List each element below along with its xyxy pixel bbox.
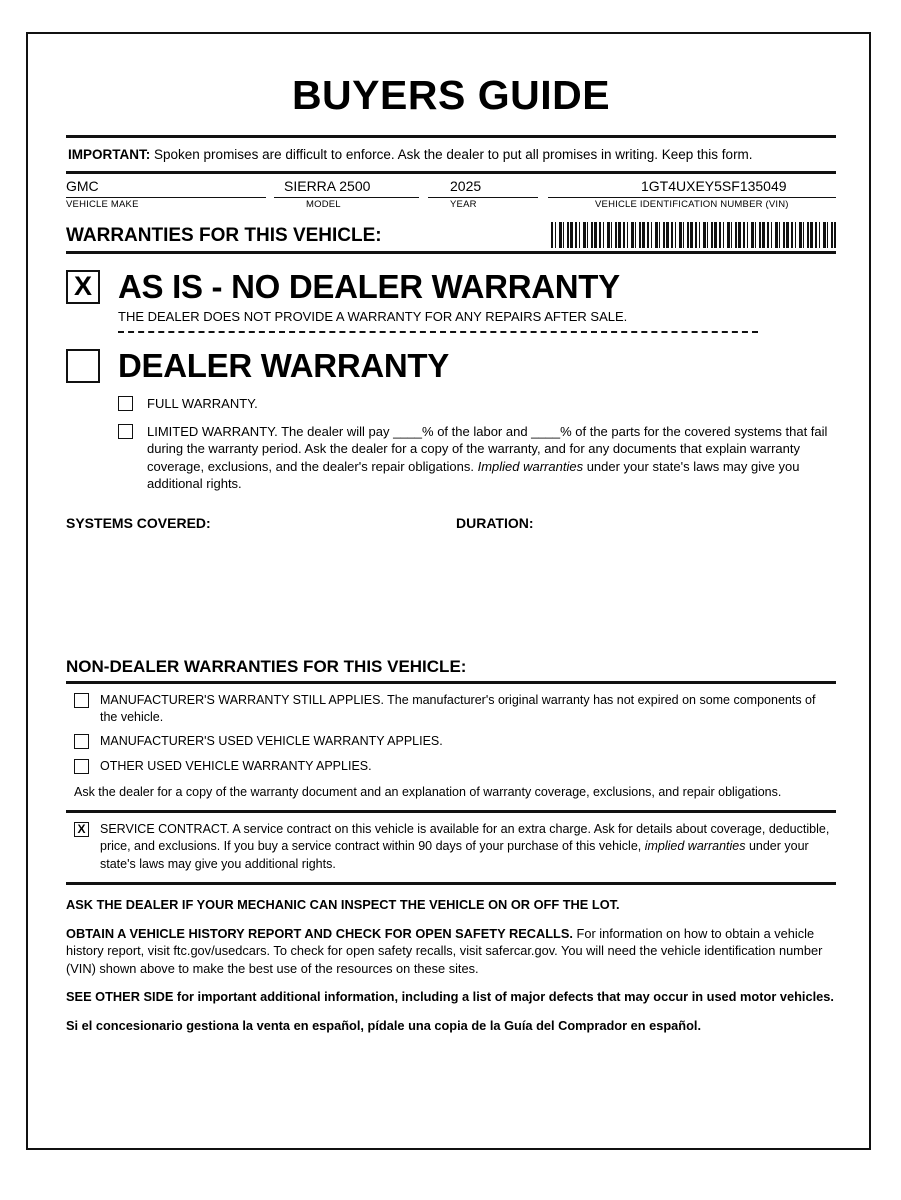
vehicle-make-value: GMC (66, 178, 99, 194)
other-side-paragraph (66, 988, 836, 1006)
vehicle-vin-value: 1GT4UXEY5SF135049 (641, 178, 787, 194)
limited-warranty-item[interactable] (118, 423, 836, 493)
other-used-warranty-item[interactable] (74, 758, 836, 775)
manufacturer-warranty-checkbox[interactable] (74, 693, 89, 708)
dealer-warranty-heading: DEALER WARRANTY (118, 347, 449, 384)
vehicle-vin-label: VEHICLE IDENTIFICATION NUMBER (VIN) (595, 199, 789, 210)
important-text: Spoken promises are difficult to enforce. Ask the dealer to put all promises in writing. Keep this form. (154, 147, 753, 162)
divider-below-warranties (66, 251, 836, 254)
full-warranty-checkbox[interactable] (118, 396, 133, 411)
as-is-checkbox[interactable]: X (66, 270, 100, 304)
service-contract-text (100, 821, 836, 873)
vehicle-year-rule (428, 197, 538, 198)
as-is-subtext: THE DEALER DOES NOT PROVIDE A WARRANTY FOR ANY REPAIRS AFTER SALE. (118, 309, 628, 324)
dealer-warranty-checkbox[interactable] (66, 349, 100, 383)
full-warranty-item[interactable] (118, 395, 836, 413)
limited-warranty-text (147, 423, 836, 493)
vehicle-make-rule (66, 197, 266, 198)
divider-service-contract (66, 810, 836, 813)
vehicle-model-rule (274, 197, 419, 198)
dealer-warranty-row[interactable] (66, 347, 836, 385)
warranties-heading: WARRANTIES FOR THIS VEHICLE: (66, 225, 382, 246)
vin-barcode (551, 222, 836, 248)
divider-footer (66, 882, 836, 885)
as-is-section (66, 268, 836, 333)
as-is-row[interactable] (66, 268, 836, 306)
limited-warranty-italic: Implied warranties (477, 458, 584, 474)
vehicle-vin-rule (548, 197, 836, 198)
full-warranty-text: FULL WARRANTY. (147, 396, 258, 411)
history-report-rest: For information on how to obtain a vehicle history report, visit ftc.gov/usedcars. To check for open safety recalls, visit safercar.gov. You will need the vehicle identification number (VIN) shown above to make the best use of the resources on these sites. (66, 925, 823, 976)
other-side-bold: SEE OTHER SIDE (66, 989, 174, 1005)
service-contract-checkbox[interactable]: X (74, 822, 89, 837)
page-title: BUYERS GUIDE (291, 72, 611, 118)
vehicle-model-value: SIERRA 2500 (284, 178, 371, 194)
buyers-guide-document (26, 32, 871, 1150)
other-used-warranty-text: OTHER USED VEHICLE WARRANTY APPLIES. (100, 759, 372, 774)
vehicle-model-label: MODEL (306, 199, 341, 210)
document-body (66, 54, 836, 1035)
manufacturer-used-warranty-checkbox[interactable] (74, 734, 89, 749)
manufacturer-warranty-text: MANUFACTURER'S WARRANTY STILL APPLIES. The manufacturer's original warranty has not expired on some components of the vehicle. (100, 692, 816, 724)
other-side-rest: for important additional information, including a list of major defects that may occur in used motor vehicles. (173, 989, 834, 1005)
footer-section (66, 896, 836, 1035)
dealer-warranty-section (66, 347, 836, 535)
service-contract-item[interactable] (74, 821, 836, 873)
duration-label: DURATION: (456, 514, 534, 531)
history-report-bold: OBTAIN A VEHICLE HISTORY REPORT AND CHECK FOR OPEN SAFETY RECALLS. (66, 925, 573, 941)
vehicle-make-label: VEHICLE MAKE (66, 199, 139, 210)
non-dealer-note: Ask the dealer for a copy of the warranty document and an explanation of warranty coverage, exclusions, and repair obligations. (74, 785, 782, 800)
dashed-separator (118, 331, 758, 333)
service-contract-text-2: under your state's laws may give you additional rights. (100, 839, 809, 871)
important-notice (66, 138, 836, 171)
vehicle-year-label: YEAR (450, 199, 477, 210)
inspect-text: ASK THE DEALER IF YOUR MECHANIC CAN INSPECT THE VEHICLE ON OR OFF THE LOT. (66, 896, 620, 912)
systems-covered-label: SYSTEMS COVERED: (66, 514, 211, 531)
manufacturer-used-warranty-text: MANUFACTURER'S USED VEHICLE WARRANTY APPLIES. (100, 734, 443, 749)
limited-warranty-text-1: LIMITED WARRANTY. The dealer will pay ____% of the labor and ____% of the parts for the covered systems that fail during the warranty period. Ask the dealer for a copy of the warranty, and for any documents that explain warranty coverage, exclusions, and the dealer's repair obligations. (147, 423, 828, 474)
non-dealer-heading: NON-DEALER WARRANTIES FOR THIS VEHICLE: (66, 656, 467, 676)
coverage-labels (66, 515, 836, 535)
vehicle-year-value: 2025 (450, 178, 482, 194)
divider-below-important (66, 171, 836, 174)
service-contract-text-1: SERVICE CONTRACT. A service contract on this vehicle is available for an extra charge. Ask for details about coverage, deductible, price, and exclusions. If you buy a service contract within 90 days of your purchase of this vehicle, (100, 822, 830, 854)
other-used-warranty-checkbox[interactable] (74, 759, 89, 774)
service-contract-italic: implied warranties (644, 839, 746, 854)
as-is-heading: AS IS - NO DEALER WARRANTY (118, 268, 620, 305)
limited-warranty-checkbox[interactable] (118, 424, 133, 439)
manufacturer-warranty-item[interactable] (74, 692, 836, 726)
warranties-heading-row (66, 222, 836, 251)
vehicle-info (66, 178, 836, 222)
divider-non-dealer (66, 681, 836, 684)
spanish-notice: Si el concesionario gestiona la venta en español, pídale una copia de la Guía del Comprador en español. (66, 1018, 702, 1034)
important-label: IMPORTANT: (68, 147, 151, 162)
limited-warranty-text-2: under your state's laws may give you additional rights. (147, 458, 800, 492)
history-report-paragraph (66, 925, 836, 978)
manufacturer-used-warranty-item[interactable] (74, 733, 836, 750)
